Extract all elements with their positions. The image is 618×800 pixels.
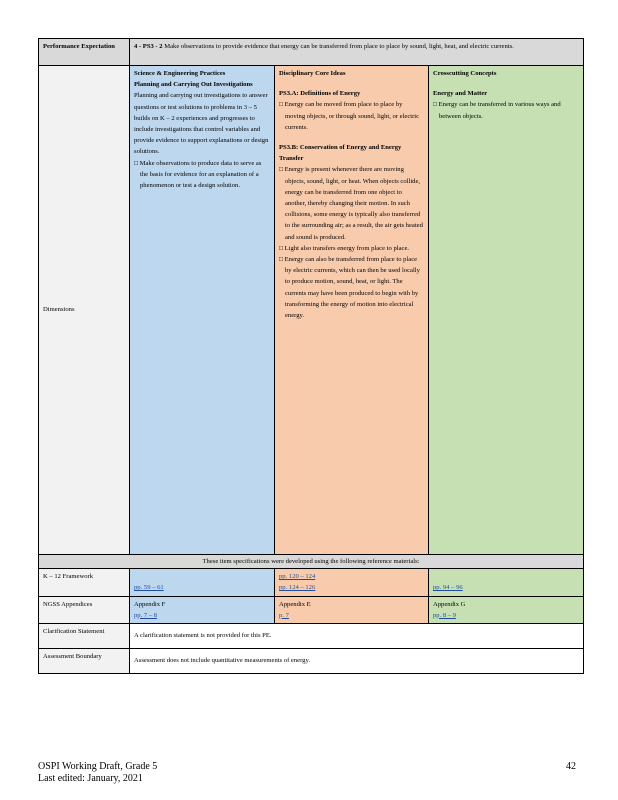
dci-title: Disciplinary Core Ideas bbox=[279, 70, 346, 77]
checkbox-bullet-icon: □ bbox=[134, 159, 138, 167]
footer-edited-date: Last edited: January, 2021 bbox=[38, 773, 143, 784]
dci-bullet-2-text: Energy is present whenever there are moving objects, sound, light, or heat. When objects collide, energy can be transferred from one object to another, thereby changing their motion. In such collisions, some energy is typically also transferred to the surrounding air; as a result, the air gets heated and sound is produced. bbox=[284, 166, 423, 241]
ngss-ccc-cell bbox=[429, 596, 584, 623]
checkbox-bullet-icon: □ bbox=[279, 256, 283, 264]
clarification-row bbox=[39, 624, 584, 649]
ngss-sep-cell bbox=[130, 596, 275, 623]
dci-bullet-3-text: Light also transfers energy from place to place. bbox=[284, 244, 410, 252]
reference-note: These item specifications were developed using the following reference materials: bbox=[39, 555, 584, 569]
footer-draft-label: OSPI Working Draft, Grade 5 bbox=[38, 761, 158, 772]
ccc-bullet bbox=[433, 99, 579, 121]
footer bbox=[38, 761, 157, 785]
framework-row bbox=[39, 569, 584, 596]
checkbox-bullet-icon: □ bbox=[279, 244, 283, 252]
dci-cell bbox=[275, 66, 429, 555]
framework-sep-link[interactable]: pp. 59 – 61 bbox=[134, 584, 164, 592]
framework-dci-link-1[interactable]: pp. 120 – 124 bbox=[279, 573, 316, 581]
sep-intro: Planning and carrying out investigations to answer questions or test solutions to problems in 3 – 5 builds on K – 2 experiences and progresses to include investigations that control variables and provide evidence to support explanations or design solutions. bbox=[134, 92, 269, 156]
framework-sep-cell bbox=[130, 569, 275, 596]
clarification-text: A clarification statement is not provided for this PE. bbox=[130, 624, 584, 649]
pe-statement: Make observations to provide evidence that energy can be transferred from place to place by sound, light, heat, and electric currents. bbox=[164, 43, 514, 50]
framework-ccc-link[interactable]: pp. 94 – 96 bbox=[433, 584, 463, 592]
sep-title: Science & Engineering Practices bbox=[134, 70, 226, 77]
checkbox-bullet-icon: □ bbox=[279, 101, 283, 109]
ngss-sep-link[interactable]: pp. 7 – 8 bbox=[134, 611, 158, 619]
reference-note-row bbox=[39, 555, 584, 569]
ngss-row bbox=[39, 596, 584, 623]
dci-ps3a-heading: PS3.A: Definitions of Energy bbox=[279, 90, 361, 98]
boundary-text: Assessment does not include quantitative measurements of energy. bbox=[130, 649, 584, 674]
dimensions-label: Dimensions bbox=[39, 66, 130, 555]
framework-dci-link-2[interactable]: pp. 124 – 126 bbox=[279, 584, 316, 592]
dci-bullet-1 bbox=[279, 99, 424, 133]
dci-ps3b-heading: PS3.B: Conservation of Energy and Energy Transfer bbox=[279, 144, 402, 163]
boundary-label: Assessment Boundary bbox=[39, 649, 130, 674]
ngss-dci-cell bbox=[275, 596, 429, 623]
ngss-label: NGSS Appendices bbox=[39, 596, 130, 623]
dci-bullet-2 bbox=[279, 164, 424, 242]
dci-bullet-1-text: Energy can be moved from place to place by moving objects, or through sound, light, or electric currents. bbox=[284, 101, 420, 131]
ccc-cell bbox=[429, 66, 584, 555]
sep-cell bbox=[130, 66, 275, 555]
framework-dci-cell bbox=[275, 569, 429, 596]
checkbox-bullet-icon: □ bbox=[279, 166, 283, 174]
ngss-sep-appendix: Appendix F bbox=[134, 600, 166, 608]
sep-bullet-text: Make observations to produce data to serve as the basis for evidence for an explanation of a phenomenon or test a design solution. bbox=[139, 159, 262, 190]
dimensions-row bbox=[39, 66, 584, 555]
checkbox-bullet-icon: □ bbox=[433, 101, 437, 109]
framework-ccc-cell bbox=[429, 569, 584, 596]
framework-label: K – 12 Framework bbox=[39, 569, 130, 596]
ngss-ccc-appendix: Appendix G bbox=[433, 600, 466, 608]
dci-bullet-3 bbox=[279, 243, 424, 254]
pe-text bbox=[130, 39, 584, 66]
ngss-dci-appendix: Appendix E bbox=[279, 600, 311, 608]
performance-expectation-row bbox=[39, 39, 584, 66]
ngss-ccc-link[interactable]: pp. 8 – 9 bbox=[433, 611, 457, 619]
item-specification-table bbox=[38, 38, 584, 674]
pe-label: Performance Expectation bbox=[39, 39, 130, 66]
boundary-row bbox=[39, 649, 584, 674]
clarification-label: Clarification Statement bbox=[39, 624, 130, 649]
ccc-title: Crosscutting Concepts bbox=[433, 70, 497, 77]
page-number: 42 bbox=[566, 761, 576, 772]
dci-bullet-4-text: Energy can also be transferred from place to place by electric currents, which can then be used locally to produce motion, sound, heat, or light. The currents may have been produced to begin with by transforming the energy of motion into electrical energy. bbox=[284, 256, 420, 320]
sep-bullet bbox=[134, 158, 270, 192]
ccc-subtitle: Energy and Matter bbox=[433, 90, 488, 98]
pe-code: 4 - PS3 - 2 bbox=[134, 43, 163, 50]
sep-subtitle: Planning and Carrying Out Investigations bbox=[134, 81, 253, 89]
ngss-dci-link[interactable]: p. 7 bbox=[279, 611, 289, 619]
ccc-bullet-text: Energy can be transferred in various ways and between objects. bbox=[438, 101, 561, 120]
dci-bullet-4 bbox=[279, 254, 424, 321]
